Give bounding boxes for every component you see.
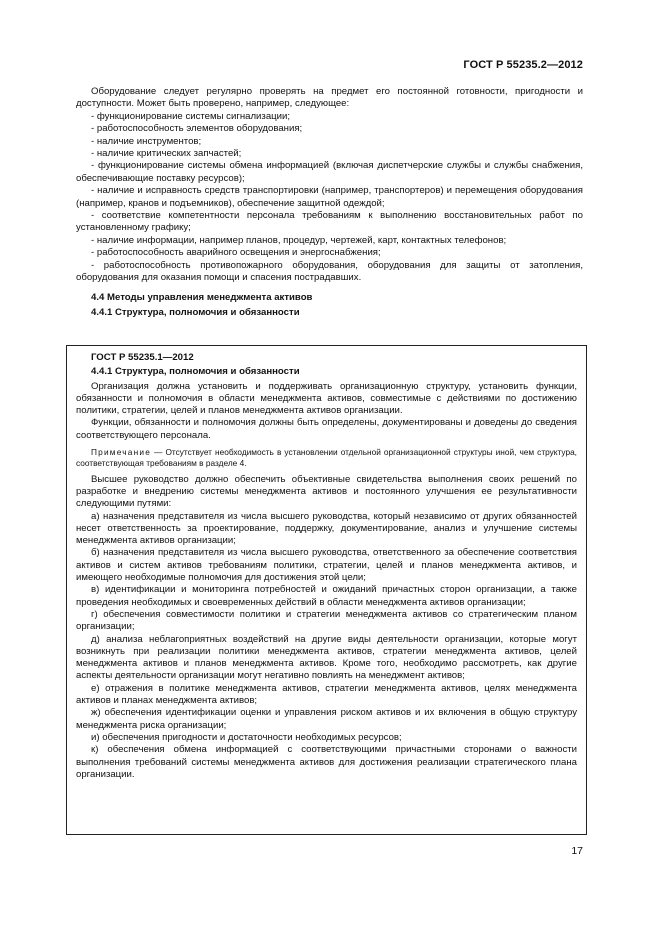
box-list-item: д) анализа неблагоприятных воздействий на другие виды деятельности организации, которые могут возникнуть при реализации политики менеджмента активов, стратегии менеджмента активов, целей менеджмента активов и планов менеджмента активов. Кроме того, необходимо рассмотреть, как другие аспекты деятельности организации могут негативно повлиять на менеджмент активов; xyxy=(76,633,577,682)
quoted-standard-box xyxy=(66,345,587,835)
list-item: - работоспособность аварийного освещения и энергоснабжения; xyxy=(91,247,381,259)
intro-paragraph: Оборудование следует регулярно проверять на предмет его постоянной готовности, пригодности и доступности. Может быть проверено, например, следующее: xyxy=(76,86,583,110)
box-list-item: е) отражения в политике менеджмента активов, стратегии менеджмента активов, целях менеджмента активов и планах менеджмента активов; xyxy=(76,682,577,707)
box-list-item: ж) обеспечения идентификации оценки и управления риском активов и их включения в общую структуру менеджмента риска организации; xyxy=(76,707,577,731)
box-list-item: а) назначения представителя из числа высшего руководства, который независимо от других обязанностей несет ответственность за проектирование, поддержку, документирование, анализ и улучшение системы менеджмента активов организации; xyxy=(76,510,577,547)
box-list-item: к) обеспечения обмена информацией с соответствующими причастными сторонами о важности выполнения требований системы менеджмента активов для достижения реализации стратегического плана организации. xyxy=(76,744,577,780)
box-list-item: и) обеспечения пригодности и достаточности необходимых ресурсов; xyxy=(91,731,402,743)
quoted-section-title: 4.4.1 Структура, полномочия и обязанности xyxy=(91,366,300,378)
list-item: - функционирование системы сигнализации; xyxy=(91,110,291,122)
box-paragraph: Функции, обязанности и полномочия должны быть определены, документированы и доведены до сведения соответствующего персонала. xyxy=(76,417,577,441)
list-item: - функционирование системы обмена информацией (включая диспетчерские службы и службы снабжения, обеспечивающие поставку ресурсов); xyxy=(76,160,583,184)
section-heading-4-4-1: 4.4.1 Структура, полномочия и обязанности xyxy=(91,306,300,318)
box-list-item: г) обеспечения совместимости политики и стратегии менеджмента активов со стратегическим планом организации; xyxy=(76,608,577,633)
box-paragraph: Высшее руководство должно обеспечить объективные свидетельства выполнения своих решений по разработке и внедрению системы менеджмента активов и постоянного улучшения ее результативности следующими путями: xyxy=(76,473,577,510)
list-item: - работоспособность элементов оборудования; xyxy=(91,123,303,135)
main-text xyxy=(76,86,583,319)
page-number: 17 xyxy=(571,845,583,857)
list-item: - наличие информации, например планов, процедур, чертежей, карт, контактных телефонов; xyxy=(91,234,507,246)
note-text: — Отсутствует необходимость в установлении отдельной организационной структуры иной, чем структура, соответствующая требованиям в разделе 4. xyxy=(76,447,577,468)
list-item: - соответствие компетентности персонала требованиям к выполнению восстановительных работ по установленному графику; xyxy=(76,210,583,234)
box-list-item: в) идентификации и мониторинга потребностей и ожиданий причастных сторон организации, а также проведения необходимых и своевременных действий в области менеджмента активов организации; xyxy=(76,584,577,608)
list-item: - наличие инструментов; xyxy=(91,135,202,147)
section-heading-4-4: 4.4 Методы управления менеджмента активов xyxy=(91,291,313,303)
note xyxy=(76,447,577,469)
quoted-standard-ref: ГОСТ Р 55235.1—2012 xyxy=(91,352,194,363)
box-paragraph: Организация должна установить и поддерживать организационную структуру, установить функции, обязанности и полномочия в области менеджмента активов, совместимые с действиями по достижению политики, стратегии, целей и планов менеджмента активов организации. xyxy=(76,380,577,417)
list-item: - наличие и исправность средств транспортировки (например, транспортеров) и перемещения оборудования (например, кранов и подъемников), обеспечение защитной одеждой; xyxy=(76,185,583,209)
box-list-item: б) назначения представителя из числа высшего руководства, ответственного за обеспечение соответствия активов и систем активов требованиям политики, стратегии, целей и планов менеджмента активов, и имеющего необходимые полномочия для достижения этой цели; xyxy=(76,547,577,584)
note-label: Примечание xyxy=(91,447,152,458)
list-item: - наличие критических запчастей; xyxy=(91,148,242,160)
document-header: ГОСТ Р 55235.2—2012 xyxy=(463,59,583,71)
quoted-standard-content xyxy=(76,352,577,781)
list-item: - работоспособность противопожарного оборудования, оборудования для защиты от затопления, оборудования для оказания помощи и спасения пострадавших. xyxy=(76,259,583,284)
